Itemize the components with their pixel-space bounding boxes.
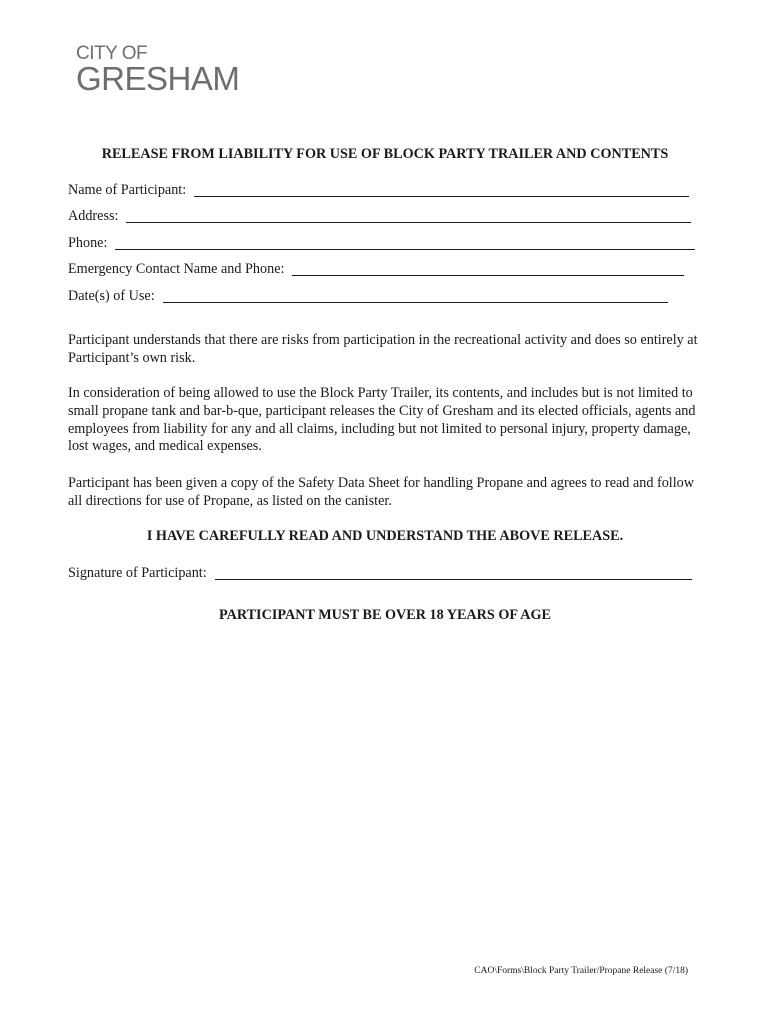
signature-blank-line[interactable] (215, 564, 692, 580)
field-label-address: Address: (68, 208, 119, 224)
field-label-dates: Date(s) of Use: (68, 288, 155, 304)
field-dates-of-use (68, 287, 668, 305)
age-requirement-notice: PARTICIPANT MUST BE OVER 18 YEARS OF AGE (218, 607, 552, 623)
phone-blank-line[interactable] (115, 234, 695, 250)
name-blank-line[interactable] (194, 181, 689, 197)
acknowledgement-statement: I HAVE CAREFULLY READ AND UNDERSTAND THE ABOVE RELEASE. (146, 528, 624, 544)
field-emergency-contact (68, 260, 684, 278)
logo-line-city-of: CITY OF (76, 43, 148, 64)
risk-paragraph: Participant understands that there are risks from participation in the recreational activity and does so entirely at Participant’s own risk. (68, 332, 698, 366)
dates-blank-line[interactable] (163, 287, 668, 303)
consideration-paragraph: In consideration of being allowed to use the Block Party Trailer, its contents, and includes but is not limited to small propane tank and bar-b-que, participant releases the City of Gresham and its elected officials, agents and employees from liability for any and all claims, including but not limited to personal injury, property damage, lost wages, and medical expenses. (68, 385, 696, 455)
field-label-name: Name of Participant: (68, 182, 187, 198)
city-of-gresham-logo (76, 44, 239, 95)
field-name-of-participant (68, 181, 689, 199)
emergency-blank-line[interactable] (292, 260, 684, 276)
document-title: RELEASE FROM LIABILITY FOR USE OF BLOCK PARTY TRAILER AND CONTENTS (101, 146, 669, 162)
field-signature (68, 564, 692, 582)
field-label-phone: Phone: (68, 235, 108, 251)
field-label-emergency: Emergency Contact Name and Phone: (68, 261, 285, 277)
field-phone (68, 234, 695, 252)
safety-paragraph: Participant has been given a copy of the Safety Data Sheet for handling Propane and agrees to read and follow all directions for use of Propane, as listed on the canister. (68, 475, 695, 509)
address-blank-line[interactable] (126, 207, 691, 223)
logo-line-gresham: GRESHAM (76, 60, 240, 97)
field-label-signature: Signature of Participant: (68, 565, 207, 581)
document-footer-reference: CAO\Forms\Block Party Trailer/Propane Release (7/18) (474, 966, 688, 976)
field-address (68, 207, 691, 225)
